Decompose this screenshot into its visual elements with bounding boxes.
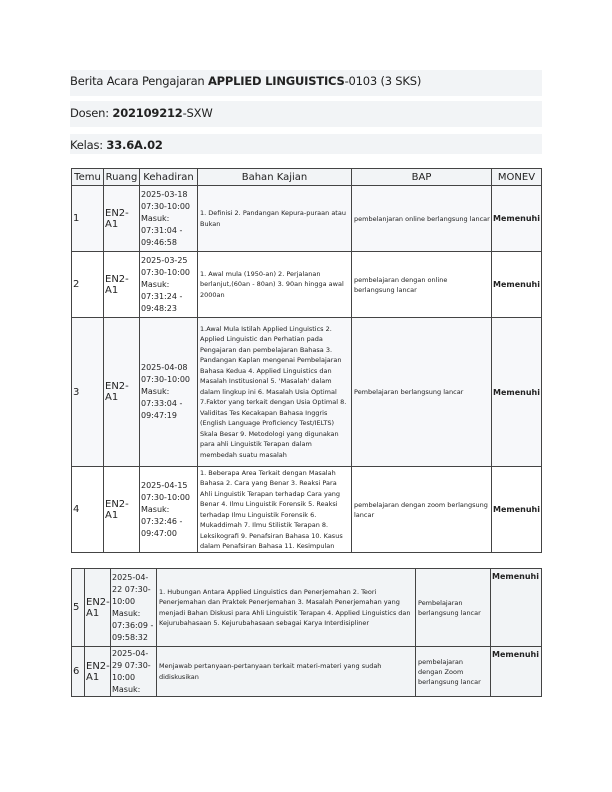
ruang-cell: EN2-A1 (104, 252, 140, 318)
bahan-kajian-cell: 1.Awal Mula Istilah Applied Linguistics 2. Applied Linguistic dan Perhatian pada Pengajaran dan pembelajaran Bahasa 3. Pandangan Kaplan mengenai Pembelajaran Bahasa Kedua 4. Applied Linguistics dan Masalah Institusional 5. 'Masalah' dalam dalam lingkup ini 6. Masalah Usia Optimal 7.Faktor yang terkait dengan Usia Optimal 8. Validitas Tes Kecakapan Bahasa Inggris (English Language Proficiency Test/IELTS) Skala Besar 9. Metodologi yang digunakan para ahli Linguistik Terapan dalam membedah suatu masalah (198, 318, 352, 467)
bap-cell: pembelajaran dengan zoom berlangsung lancar (352, 467, 492, 553)
bap-cell: pembelajaran dengan Zoom berlangsung lancar (416, 647, 491, 697)
ruang-cell: EN2-A1 (85, 647, 111, 697)
table-row (72, 318, 542, 467)
bap-cell: Pembelajaran berlangsung lancar (416, 569, 491, 647)
kehadiran-cell: 2025-03-18 07:30-10:00 Masuk: 07:31:04 - 09:46:58 (140, 186, 198, 252)
column-header-kehadiran: Kehadiran (140, 169, 198, 186)
monev-cell: Memenuhi (491, 569, 542, 647)
monev-cell: Memenuhi (492, 318, 542, 467)
ruang-cell: EN2-A1 (104, 467, 140, 553)
bap-cell: Pembelajaran berlangsung lancar (352, 318, 492, 467)
class-line: Kelas: 33.6A.02 (70, 134, 542, 154)
column-header-bap: BAP (352, 169, 492, 186)
temu-cell: 2 (72, 252, 104, 318)
table-row (72, 186, 542, 252)
bahan-kajian-cell: Menjawab pertanyaan-pertanyaan terkait materi-materi yang sudah didiskusikan (157, 647, 416, 697)
attendance-table-continued (71, 568, 542, 697)
document-title: Berita Acara Pengajaran APPLIED LINGUISTICS-0103 (3 SKS) (70, 70, 542, 96)
temu-cell: 6 (72, 647, 85, 697)
table-row (72, 252, 542, 318)
monev-cell: Memenuhi (492, 186, 542, 252)
ruang-cell: EN2-A1 (85, 569, 111, 647)
temu-cell: 4 (72, 467, 104, 553)
monev-cell: Memenuhi (492, 252, 542, 318)
monev-cell: Memenuhi (491, 647, 542, 697)
table-row (72, 647, 542, 697)
attendance-table (71, 168, 542, 553)
lecturer-line: Dosen: 202109212-SXW (70, 101, 542, 127)
bahan-kajian-cell: 1. Beberapa Area Terkait dengan Masalah Bahasa 2. Cara yang Benar 3. Reaksi Para Ahli Linguistik Terapan terhadap Cara yang Benar 4. Ilmu Linguistik Forensik 5. Reaksi terhadap Ilmu Linguistik Forensik 6. Mukaddimah 7. Ilmu Stilistik Terapan 8. Leksikografi 9. Penafsiran Bahasa 10. Kasus dalam Penafsiran Bahasa 11. Kesimpulan (198, 467, 352, 553)
ruang-cell: EN2-A1 (104, 186, 140, 252)
kehadiran-cell: 2025-04-15 07:30-10:00 Masuk: 07:32:46 - 09:47:00 (140, 467, 198, 553)
kehadiran-cell: 2025-03-25 07:30-10:00 Masuk: 07:31:24 - 09:48:23 (140, 252, 198, 318)
table-header-row (72, 169, 542, 186)
table-row (72, 569, 542, 647)
kehadiran-cell: 2025-04-08 07:30-10:00 Masuk: 07:33:04 - 09:47:19 (140, 318, 198, 467)
bahan-kajian-cell: 1. Definisi 2. Pandangan Kepura-puraan atau Bukan (198, 186, 352, 252)
temu-cell: 3 (72, 318, 104, 467)
column-header-temu: Temu (72, 169, 104, 186)
column-header-monev: MONEV (492, 169, 542, 186)
monev-cell: Memenuhi (492, 467, 542, 553)
temu-cell: 1 (72, 186, 104, 252)
temu-cell: 5 (72, 569, 85, 647)
bap-cell: pembelajaran dengan online berlangsung lancar (352, 252, 492, 318)
bap-cell: pembelanjaran online berlangsung lancar (352, 186, 492, 252)
kehadiran-cell: 2025-04-22 07:30-10:00 Masuk: 07:36:09 - 09:58:32 (111, 569, 157, 647)
table-row (72, 467, 542, 553)
column-header-bahan-kajian: Bahan Kajian (198, 169, 352, 186)
ruang-cell: EN2-A1 (104, 318, 140, 467)
bahan-kajian-cell: 1. Awal mula (1950-an) 2. Perjalanan berlanjut,(60an - 80an) 3. 90an hingga awal 2000an (198, 252, 352, 318)
column-header-ruang: Ruang (104, 169, 140, 186)
bahan-kajian-cell: 1. Hubungan Antara Applied Linguistics dan Penerjemahan 2. Teori Penerjemahan dan Praktek Penerjemahan 3. Masalah Penerjemahan yang menjadi Bahan Diskusi para Ahli Linguistik Terapan 4. Applied Linguistics dan Kejurubahasaan 5. Kejurubahasaan sebagai Karya Interdisipliner (157, 569, 416, 647)
kehadiran-cell: 2025-04-29 07:30-10:00 Masuk: (111, 647, 157, 697)
